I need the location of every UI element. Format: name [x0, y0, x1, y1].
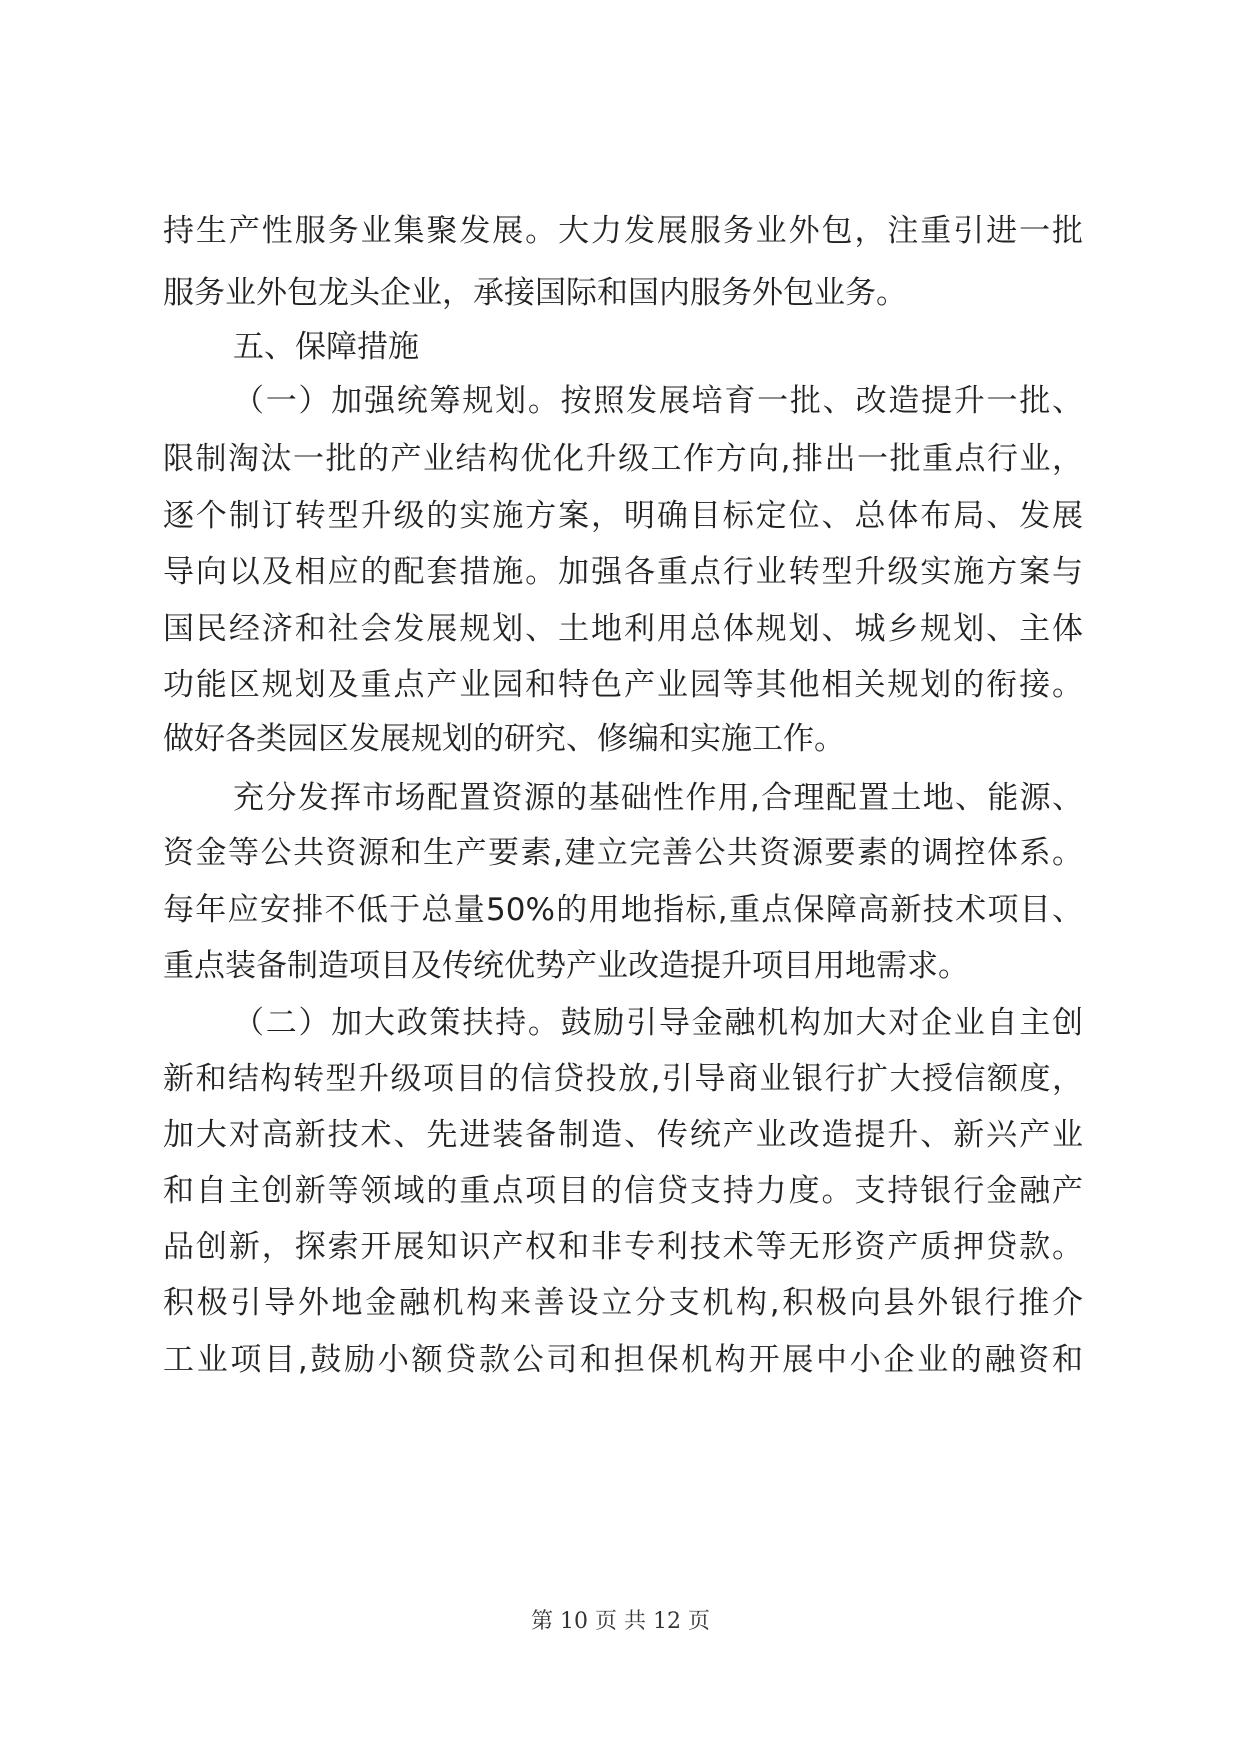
body-text-line: 新和结构转型升级项目的信贷投放,引导商业银行扩大授信额度， — [163, 1061, 1083, 1097]
body-text-line: 每年应安排不低于总量50%的用地指标,重点保障高新技术项目、 — [163, 892, 1083, 928]
body-text-line: 导向以及相应的配套措施。加强各重点行业转型升级实施方案与 — [163, 554, 1083, 590]
body-text-line: 持生产性服务业集聚发展。大力发展服务业外包，注重引进一批 — [163, 213, 1083, 249]
body-text-line: 逐个制订转型升级的实施方案，明确目标定位、总体布局、发展 — [163, 498, 1083, 534]
body-text-line: 积极引导外地金融机构来善设立分支机构,积极向县外银行推介 — [163, 1285, 1083, 1321]
body-text-line: 资金等公共资源和生产要素,建立完善公共资源要素的调控体系。 — [163, 835, 1083, 871]
body-text-line: 做好各类园区发展规划的研究、修编和实施工作。 — [163, 721, 845, 757]
body-text-line: 工业项目,鼓励小额贷款公司和担保机构开展中小企业的融资和 — [163, 1342, 1083, 1378]
body-text-line: 品创新，探索开展知识产权和非专利技术等无形资产质押贷款。 — [163, 1229, 1083, 1265]
section-heading: 五、保障措施 — [233, 329, 419, 365]
body-text-line: 限制淘汰一批的产业结构优化升级工作方向,排出一批重点行业， — [163, 441, 1083, 477]
body-text-line: 重点装备制造项目及传统优势产业改造提升项目用地需求。 — [163, 948, 969, 984]
subsection-heading-line: （一）加强统筹规划。按照发展培育一批、改造提升一批、 — [233, 383, 1083, 419]
paragraph-first-line: 充分发挥市场配置资源的基础性作用,合理配置土地、能源、 — [233, 780, 1083, 816]
page-footer: 第 10 页 共 12 页 — [531, 1609, 710, 1634]
body-text-line: 功能区规划及重点产业园和特色产业园等其他相关规划的衔接。 — [163, 667, 1083, 703]
body-text-line: 国民经济和社会发展规划、土地利用总体规划、城乡规划、主体 — [163, 611, 1083, 647]
body-text-line: 服务业外包龙头企业，承接国际和国内服务外包业务。 — [163, 275, 907, 311]
body-text-line: 加大对高新技术、先进装备制造、传统产业改造提升、新兴产业 — [163, 1117, 1083, 1153]
subsection-heading-line: （二）加大政策扶持。鼓励引导金融机构加大对企业自主创 — [233, 1005, 1083, 1041]
body-text-line: 和自主创新等领域的重点项目的信贷支持力度。支持银行金融产 — [163, 1173, 1083, 1209]
